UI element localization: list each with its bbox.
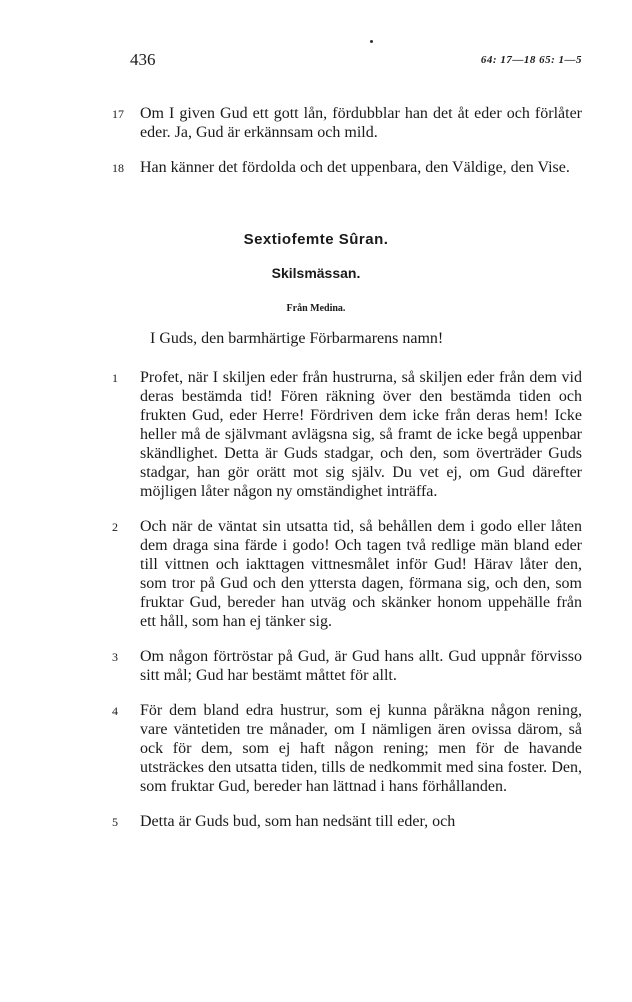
- verse: [0, 647, 632, 685]
- verse-number: 17: [112, 107, 124, 121]
- page-header: [130, 50, 582, 74]
- sura-name: Skilsmässan.: [271, 265, 361, 281]
- verse: [0, 701, 632, 796]
- verse-number: 1: [112, 371, 118, 385]
- verse-text: Om någon förtröstar på Gud, är Gud hans allt. Gud uppnår förvisso sitt mål; Gud har bestämt måttet för allt.: [140, 648, 582, 684]
- running-head: 64: 17—18 65: 1—5: [480, 54, 582, 66]
- verse-number: 18: [112, 161, 124, 175]
- sura-origin: Från Medina.: [286, 303, 346, 314]
- verse: [0, 517, 632, 631]
- verse-text: För dem bland edra hustrur, som ej kunna påräkna någon rening, vare väntetiden tre månader, om I nämligen ären ovissa därom, så ock för dem, som ej haft någon rening; men för de havande utsträckes den utsatta tiden, tills de nedkommit med sina foster. Den, som fruktar Gud, bereder han lättnad i hans förhållanden.: [140, 702, 582, 795]
- invocation: I Guds, den barmhärtige Förbarmarens namn!: [150, 330, 444, 347]
- verse-text: Profet, när I skiljen eder från hustrurna, så skiljen eder från dem vid deras bestämda tid! Fören räkning över den bestämda tiden och frukten Gud, eder Herre! Fördriven dem icke från deras hem! Icke heller må de självmant avlägsna sig, så framt de icke begå uppenbar skändlighet. Detta är Guds stadgar, och den, som överträder Guds stadgar, han gör orätt mot sig själv. Du vet ej, om Gud därefter möjligen låter någon ny omständighet inträffa.: [140, 369, 582, 500]
- verse: [0, 104, 632, 142]
- verse-number: 5: [112, 815, 118, 829]
- sura-title: Sextiofemte Sûran.: [243, 231, 389, 248]
- verse-text: Detta är Guds bud, som han nedsänt till eder, och: [140, 813, 456, 830]
- verse-text: Och när de väntat sin utsatta tid, så behållen dem i godo eller låten dem draga sina färde i godo! Och tagen två redlige män bland eder till vittnen och iakttagen vittnesmålet inför Gud! Härav låter den, som tror på Gud och den yttersta dagen, förmana sig, och den, som fruktar Gud, bereder han utväg och skänker honom uppehälle från ett håll, som han ej tänker sig.: [140, 518, 582, 630]
- previous-sura-verses: [0, 88, 632, 193]
- page-number: 436: [130, 50, 156, 69]
- verse-number: 2: [112, 520, 118, 534]
- verse: [0, 812, 632, 831]
- verse-number: 3: [112, 650, 118, 664]
- verse-text: Om I given Gud ett gott lån, fördubblar han det åt eder och förlåter eder. Ja, Gud är erkännsam och mild.: [140, 105, 582, 141]
- verse: [0, 368, 632, 501]
- verse-number: 4: [112, 704, 118, 718]
- verse: [0, 158, 632, 177]
- printer-dot-mark: [370, 40, 373, 43]
- verse-text: Han känner det fördolda och det uppenbara, den Väldige, den Vise.: [140, 159, 570, 176]
- sura-verses: [0, 352, 632, 847]
